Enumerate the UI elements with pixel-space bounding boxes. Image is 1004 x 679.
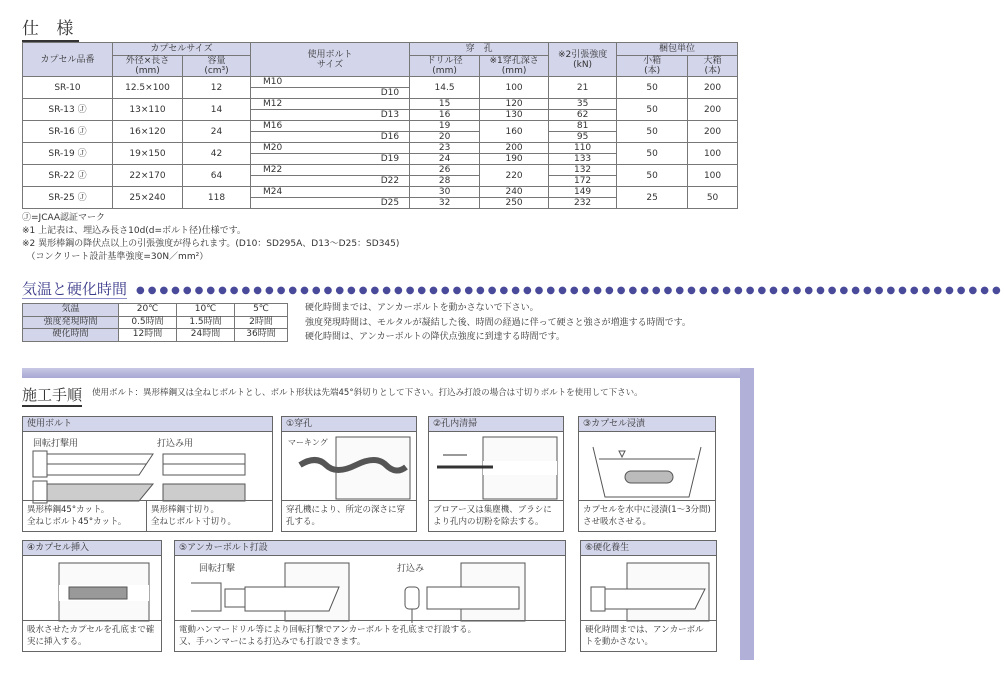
cell-large-box: 200 bbox=[688, 99, 738, 121]
panel-title: ③カプセル浸漬 bbox=[579, 417, 715, 432]
cell-product: SR-16 Ⓙ bbox=[23, 121, 113, 143]
cell-bolt-d: D13 bbox=[334, 110, 410, 121]
table-row bbox=[23, 304, 288, 317]
cell-empty bbox=[251, 176, 334, 187]
panel-title: ②孔内清掃 bbox=[429, 417, 563, 432]
temp-text: 強度発現時間は、モルタルが凝結した後、時間の経過に伴って硬さと強さが増進する時間です。 bbox=[305, 317, 691, 328]
cell-drill: 20 bbox=[410, 132, 480, 143]
cell-small-box: 50 bbox=[617, 77, 688, 99]
temp-title: 気温と硬化時間 bbox=[22, 280, 128, 298]
cell-depth: 160 bbox=[480, 121, 549, 143]
cell-large-box: 200 bbox=[688, 77, 738, 99]
col-volume: 容量 (cm³) bbox=[183, 56, 251, 77]
col-large: 大箱 (本) bbox=[688, 56, 738, 77]
step-desc: 穿孔機により、所定の深さに穿孔する。 bbox=[282, 500, 416, 531]
step-desc: 硬化時間までは、アンカーボルトを動かさない。 bbox=[581, 620, 716, 651]
cell-bolt-m: M10 bbox=[251, 77, 334, 88]
step-insert bbox=[22, 540, 162, 652]
dotted-divider: ●●●●●●●●●●●●●●●●●●●●●●●●●●●●●●●●●●●●●●●●●●●●●●●●●●●●●●●●●●●●●●●●●●●●●●●●●● bbox=[136, 285, 1004, 296]
step-desc: カプセルを水中に浸漬(1～3分間)させ吸水させる。 bbox=[579, 500, 715, 531]
cell-strength: 132 bbox=[549, 165, 617, 176]
cell-strength: 172 bbox=[549, 176, 617, 187]
cell-empty bbox=[251, 154, 334, 165]
cell-empty bbox=[334, 121, 410, 132]
col-hole: 穿 孔 bbox=[410, 43, 549, 56]
cell-large-box: 200 bbox=[688, 121, 738, 143]
col-pack: 梱包単位 bbox=[617, 43, 738, 56]
cell-drill: 19 bbox=[410, 121, 480, 132]
col-drill: ドリル径 (mm) bbox=[410, 56, 480, 77]
curing-illustration bbox=[587, 561, 713, 623]
cell-depth: 250 bbox=[480, 198, 549, 209]
procedure-title: 施工手順 bbox=[22, 384, 82, 407]
soaking-illustration bbox=[589, 439, 707, 499]
section-band bbox=[22, 368, 754, 378]
cell-volume: 42 bbox=[183, 143, 251, 165]
cell-drill: 30 bbox=[410, 187, 480, 198]
note: ※2 異形棒鋼の降伏点以上の引張強度が得られます。(D10：SD295A、D13～D25：SD345) bbox=[22, 239, 400, 249]
cell-value: 5℃ bbox=[235, 304, 288, 317]
cell-small-box: 25 bbox=[617, 187, 688, 209]
temp-description bbox=[305, 301, 691, 345]
cell-empty bbox=[334, 187, 410, 198]
cell-drill: 16 bbox=[410, 110, 480, 121]
cell-bolt-d: D22 bbox=[334, 176, 410, 187]
cell-value: 24時間 bbox=[177, 329, 235, 342]
cell-dim: 13×110 bbox=[113, 99, 183, 121]
table-row bbox=[23, 187, 738, 198]
table-row bbox=[23, 316, 288, 329]
bolt-panel bbox=[22, 416, 273, 532]
panel-title: ①穿孔 bbox=[282, 417, 416, 432]
cell-depth: 190 bbox=[480, 154, 549, 165]
driven-label: 打込み bbox=[397, 564, 425, 574]
temp-table bbox=[22, 303, 288, 342]
cell-empty bbox=[251, 88, 334, 99]
table-row bbox=[23, 77, 738, 88]
table-row bbox=[23, 99, 738, 110]
row-header: 硬化時間 bbox=[23, 329, 119, 342]
panel-title: ⑥硬化養生 bbox=[581, 541, 716, 556]
panel-title: ⑤アンカーボルト打設 bbox=[175, 541, 565, 556]
spec-table bbox=[22, 42, 738, 209]
cleaning-illustration bbox=[433, 435, 561, 501]
cell-empty bbox=[251, 198, 334, 209]
table-row bbox=[23, 121, 738, 132]
step-desc: 電動ハンマードリル等により回転打撃でアンカーボルトを孔底まで打設する。 又、手ハンマーによる打込みでも打設できます。 bbox=[175, 620, 565, 651]
cell-bolt-m: M16 bbox=[251, 121, 334, 132]
cell-empty bbox=[334, 143, 410, 154]
cell-value: 1.5時間 bbox=[177, 316, 235, 329]
cell-depth: 120 bbox=[480, 99, 549, 110]
cell-drill: 14.5 bbox=[410, 77, 480, 99]
cell-product: SR-13 Ⓙ bbox=[23, 99, 113, 121]
cell-bolt-m: M24 bbox=[251, 187, 334, 198]
col-capsule-size: カプセルサイズ bbox=[113, 43, 251, 56]
cell-empty bbox=[251, 110, 334, 121]
cell-large-box: 100 bbox=[688, 165, 738, 187]
cell-depth: 100 bbox=[480, 77, 549, 99]
spec-notes bbox=[22, 212, 738, 264]
cell-bolt-d: D10 bbox=[334, 88, 410, 99]
rotary-label: 回転打撃 bbox=[199, 564, 236, 574]
col-strength: ※2引張強度 (kN) bbox=[549, 43, 617, 77]
cell-volume: 14 bbox=[183, 99, 251, 121]
cell-bolt-d: D16 bbox=[334, 132, 410, 143]
bolt-label-rotary: 回転打撃用 bbox=[33, 439, 79, 449]
cell-value: 2時間 bbox=[235, 316, 288, 329]
step-desc: 吸水させたカプセルを孔底まで確実に挿入する。 bbox=[23, 620, 161, 651]
cell-large-box: 50 bbox=[688, 187, 738, 209]
cell-bolt-d: D19 bbox=[334, 154, 410, 165]
cell-drill: 26 bbox=[410, 165, 480, 176]
table-row bbox=[23, 329, 288, 342]
cell-dim: 22×170 bbox=[113, 165, 183, 187]
cell-product: SR-19 Ⓙ bbox=[23, 143, 113, 165]
cell-value: 0.5時間 bbox=[119, 316, 177, 329]
step-curing bbox=[580, 540, 717, 652]
panel-title: ④カプセル挿入 bbox=[23, 541, 161, 556]
col-small: 小箱 (本) bbox=[617, 56, 688, 77]
cell-strength: 232 bbox=[549, 198, 617, 209]
cell-value: 10℃ bbox=[177, 304, 235, 317]
cell-strength: 62 bbox=[549, 110, 617, 121]
cell-drill: 15 bbox=[410, 99, 480, 110]
bolt-label-driven: 打込み用 bbox=[157, 439, 194, 449]
cell-bolt-d: D25 bbox=[334, 198, 410, 209]
cell-strength: 149 bbox=[549, 187, 617, 198]
cell-depth: 130 bbox=[480, 110, 549, 121]
note: （コンクリート設計基準強度=30N／mm²） bbox=[22, 252, 209, 262]
cell-volume: 24 bbox=[183, 121, 251, 143]
col-product: カプセル品番 bbox=[23, 43, 113, 77]
cell-small-box: 50 bbox=[617, 165, 688, 187]
cell-volume: 12 bbox=[183, 77, 251, 99]
cell-dim: 12.5×100 bbox=[113, 77, 183, 99]
step-cleaning bbox=[428, 416, 564, 532]
procedure-subtitle: 使用ボルト：異形棒鋼又は全ねじボルトとし、ボルト形状は先端45°斜切りとして下さい。打込み打設の場合は寸切りボルトを使用して下さい。 bbox=[92, 388, 643, 398]
col-bolt: 使用ボルト サイズ bbox=[251, 43, 410, 77]
bolt-illustration bbox=[33, 449, 263, 505]
cell-product: SR-10 bbox=[23, 77, 113, 99]
insert-illustration bbox=[43, 561, 153, 623]
cell-large-box: 100 bbox=[688, 143, 738, 165]
cell-product: SR-22 Ⓙ bbox=[23, 165, 113, 187]
cell-depth: 200 bbox=[480, 143, 549, 154]
bolt-desc-driven: 異形棒鋼寸切り。 全ねじボルト寸切り。 bbox=[147, 500, 272, 531]
table-row bbox=[23, 165, 738, 176]
row-header: 強度発現時間 bbox=[23, 316, 119, 329]
section-side-bar bbox=[740, 368, 754, 660]
cell-product: SR-25 Ⓙ bbox=[23, 187, 113, 209]
col-dim: 外径×長さ (mm) bbox=[113, 56, 183, 77]
cell-bolt-m: M12 bbox=[251, 99, 334, 110]
cell-strength: 81 bbox=[549, 121, 617, 132]
table-row bbox=[23, 143, 738, 154]
bolt-desc-rotary: 異形棒鋼45°カット。 全ねじボルト45°カット。 bbox=[23, 500, 147, 531]
step-drilling bbox=[281, 416, 417, 532]
cell-small-box: 50 bbox=[617, 121, 688, 143]
temp-text: 硬化時間は、アンカーボルトの降伏点強度に到達する時間です。 bbox=[305, 332, 565, 342]
cell-drill: 28 bbox=[410, 176, 480, 187]
panel-title: 使用ボルト bbox=[23, 417, 272, 432]
cell-dim: 16×120 bbox=[113, 121, 183, 143]
temp-text: 硬化時間までは、アンカーボルトを動かさないで下さい。 bbox=[305, 303, 539, 313]
cell-empty bbox=[251, 132, 334, 143]
marking-label: マーキング bbox=[288, 438, 328, 447]
cell-value: 12時間 bbox=[119, 329, 177, 342]
spec-section bbox=[22, 42, 738, 264]
step-desc: ブロアー又は集塵機、ブラシにより孔内の切粉を除去する。 bbox=[429, 500, 563, 531]
cell-strength: 21 bbox=[549, 77, 617, 99]
step-soaking bbox=[578, 416, 716, 532]
cell-volume: 64 bbox=[183, 165, 251, 187]
cell-empty bbox=[334, 77, 410, 88]
step-setting bbox=[174, 540, 566, 652]
cell-drill: 24 bbox=[410, 154, 480, 165]
cell-strength: 35 bbox=[549, 99, 617, 110]
cell-dim: 19×150 bbox=[113, 143, 183, 165]
row-header: 気温 bbox=[23, 304, 119, 317]
cell-strength: 133 bbox=[549, 154, 617, 165]
cell-bolt-m: M22 bbox=[251, 165, 334, 176]
cell-empty bbox=[334, 165, 410, 176]
cell-drill: 32 bbox=[410, 198, 480, 209]
cell-depth: 220 bbox=[480, 165, 549, 187]
cell-small-box: 50 bbox=[617, 99, 688, 121]
note: ※1 上記表は、埋込み長さ10d(d=ボルト径)仕様です。 bbox=[22, 226, 246, 236]
cell-value: 36時間 bbox=[235, 329, 288, 342]
spec-title: 仕 様 bbox=[22, 14, 79, 42]
cell-drill: 23 bbox=[410, 143, 480, 154]
cell-small-box: 50 bbox=[617, 143, 688, 165]
setting-illustration bbox=[191, 561, 561, 623]
col-depth: ※1穿孔深さ (mm) bbox=[480, 56, 549, 77]
cell-empty bbox=[334, 99, 410, 110]
cell-strength: 110 bbox=[549, 143, 617, 154]
note: Ⓙ=JCAA認証マーク bbox=[22, 213, 106, 223]
cell-depth: 240 bbox=[480, 187, 549, 198]
cell-volume: 118 bbox=[183, 187, 251, 209]
cell-dim: 25×240 bbox=[113, 187, 183, 209]
cell-value: 20℃ bbox=[119, 304, 177, 317]
cell-strength: 95 bbox=[549, 132, 617, 143]
cell-bolt-m: M20 bbox=[251, 143, 334, 154]
